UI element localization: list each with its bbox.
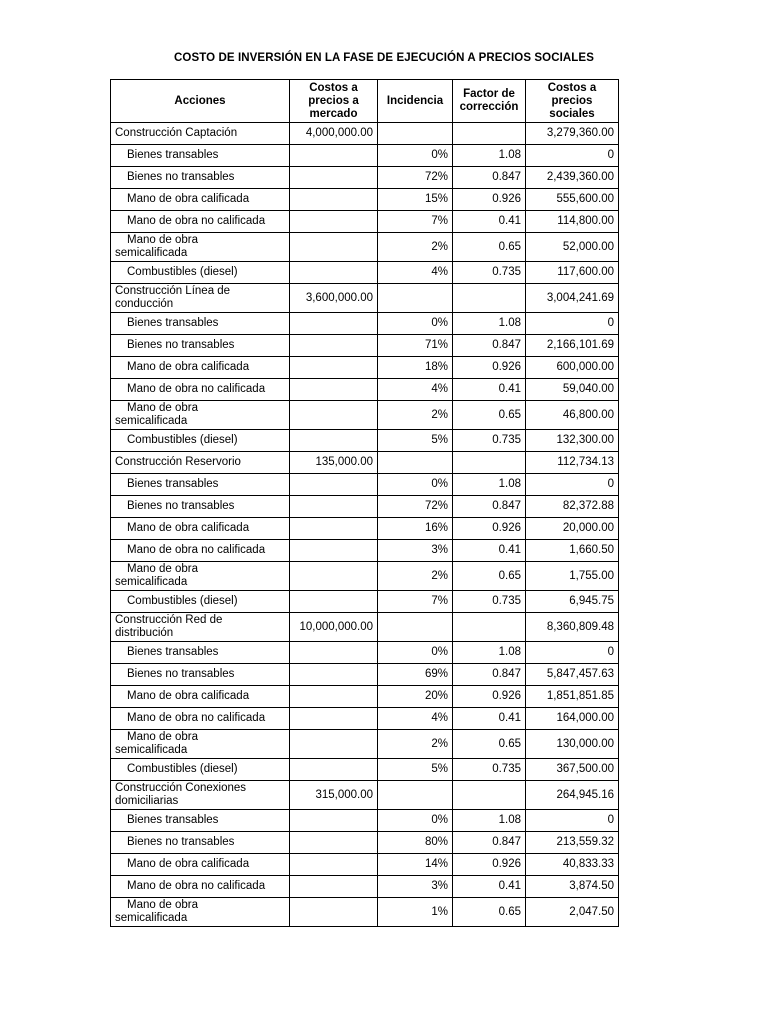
cell-costo-social: 1,660.50: [526, 540, 619, 562]
cell-incidencia: 7%: [378, 211, 453, 233]
cell-accion: [111, 540, 290, 562]
cell-accion: [111, 496, 290, 518]
document-title: COSTO DE INVERSIÓN EN LA FASE DE EJECUCIÓN A PRECIOS SOCIALES: [174, 52, 594, 64]
cell-factor: 1.08: [453, 474, 526, 496]
cell-costo-mercado: [290, 540, 378, 562]
accion-label: Combustibles (diesel): [127, 434, 238, 446]
accion-label-cont: semicalificada: [115, 576, 188, 588]
accion-label-cont: distribución: [115, 627, 174, 639]
cell-costo-mercado: [290, 591, 378, 613]
accion-label: Construcción Línea de: [115, 285, 231, 297]
accion-label: Bienes no transables: [127, 171, 235, 183]
cell-factor: [453, 123, 526, 145]
cell-incidencia: 15%: [378, 189, 453, 211]
cell-costo-mercado: 315,000.00: [290, 781, 378, 810]
cell-incidencia: 2%: [378, 562, 453, 591]
accion-label: Bienes transables: [127, 317, 219, 329]
cell-costo-mercado: [290, 379, 378, 401]
cell-factor: 0.41: [453, 540, 526, 562]
cell-costo-social: 82,372.88: [526, 496, 619, 518]
cell-factor: 0.735: [453, 430, 526, 452]
cell-costo-mercado: [290, 496, 378, 518]
cell-costo-mercado: [290, 474, 378, 496]
cell-accion: [111, 518, 290, 540]
cell-factor: 0.65: [453, 562, 526, 591]
table-body: [111, 123, 619, 927]
table-row: [111, 730, 619, 759]
cell-accion: [111, 357, 290, 379]
cell-incidencia: 18%: [378, 357, 453, 379]
section-row: [111, 284, 619, 313]
cell-factor: [453, 284, 526, 313]
cell-accion: [111, 876, 290, 898]
cost-table: [110, 79, 619, 927]
cell-accion: [111, 401, 290, 430]
table-row: [111, 145, 619, 167]
accion-label-cont: semicalificada: [115, 247, 188, 259]
accion-label-cont: semicalificada: [115, 415, 188, 427]
cell-costo-social: 20,000.00: [526, 518, 619, 540]
accion-label: Mano de obra: [127, 234, 198, 246]
cell-incidencia: 0%: [378, 145, 453, 167]
cell-costo-mercado: [290, 686, 378, 708]
table-row: [111, 401, 619, 430]
cell-accion: [111, 613, 290, 642]
cell-factor: 0.65: [453, 730, 526, 759]
cell-accion: [111, 664, 290, 686]
table-row: [111, 496, 619, 518]
cell-costo-social: 3,874.50: [526, 876, 619, 898]
accion-label-cont: semicalificada: [115, 744, 188, 756]
table-row: [111, 540, 619, 562]
cell-factor: 0.847: [453, 496, 526, 518]
cell-costo-social: 0: [526, 145, 619, 167]
accion-label: Combustibles (diesel): [127, 266, 238, 278]
cell-incidencia: [378, 613, 453, 642]
cell-accion: [111, 810, 290, 832]
cell-factor: 0.65: [453, 898, 526, 927]
cell-costo-social: 6,945.75: [526, 591, 619, 613]
cell-costo-mercado: [290, 708, 378, 730]
cell-factor: 0.65: [453, 401, 526, 430]
cell-costo-social: 112,734.13: [526, 452, 619, 474]
cell-incidencia: 0%: [378, 313, 453, 335]
cell-factor: 0.41: [453, 379, 526, 401]
header-costos-mercado: Costos a precios a mercado: [290, 80, 378, 123]
table-row: [111, 898, 619, 927]
accion-label: Mano de obra calificada: [127, 858, 250, 870]
table-row: [111, 211, 619, 233]
accion-label: Combustibles (diesel): [127, 595, 238, 607]
cell-costo-social: 2,439,360.00: [526, 167, 619, 189]
table-row: [111, 664, 619, 686]
cell-factor: 0.847: [453, 167, 526, 189]
cell-accion: [111, 189, 290, 211]
cell-costo-mercado: [290, 810, 378, 832]
cell-costo-social: 130,000.00: [526, 730, 619, 759]
cell-costo-mercado: [290, 145, 378, 167]
cell-costo-social: 0: [526, 642, 619, 664]
cell-costo-social: 555,600.00: [526, 189, 619, 211]
cell-costo-social: 264,945.16: [526, 781, 619, 810]
cell-accion: [111, 474, 290, 496]
cell-costo-mercado: 135,000.00: [290, 452, 378, 474]
cell-incidencia: 3%: [378, 876, 453, 898]
cell-incidencia: 72%: [378, 167, 453, 189]
cell-accion: [111, 211, 290, 233]
cell-costo-social: 40,833.33: [526, 854, 619, 876]
table-row: [111, 357, 619, 379]
cell-incidencia: [378, 123, 453, 145]
cell-costo-mercado: [290, 262, 378, 284]
accion-label: Mano de obra no calificada: [127, 383, 266, 395]
accion-label: Mano de obra no calificada: [127, 880, 266, 892]
cell-factor: 0.41: [453, 211, 526, 233]
cell-incidencia: 14%: [378, 854, 453, 876]
cell-costo-mercado: 4,000,000.00: [290, 123, 378, 145]
cell-factor: 0.735: [453, 591, 526, 613]
cell-costo-mercado: [290, 335, 378, 357]
cell-incidencia: 7%: [378, 591, 453, 613]
table-row: [111, 810, 619, 832]
accion-label: Mano de obra calificada: [127, 193, 250, 205]
table-row: [111, 518, 619, 540]
cell-costo-mercado: [290, 313, 378, 335]
cell-costo-social: 46,800.00: [526, 401, 619, 430]
cell-accion: [111, 123, 290, 145]
cell-accion: [111, 379, 290, 401]
accion-label: Bienes transables: [127, 149, 219, 161]
cell-accion: [111, 562, 290, 591]
table-row: [111, 591, 619, 613]
table-row: [111, 854, 619, 876]
accion-label: Mano de obra no calificada: [127, 544, 266, 556]
cell-factor: 0.926: [453, 189, 526, 211]
cell-accion: [111, 430, 290, 452]
cell-factor: 1.08: [453, 313, 526, 335]
accion-label: Construcción Conexiones: [115, 782, 247, 794]
accion-label: Bienes no transables: [127, 339, 235, 351]
table-row: [111, 430, 619, 452]
cell-costo-social: 2,047.50: [526, 898, 619, 927]
accion-label: Mano de obra calificada: [127, 522, 250, 534]
table-row: [111, 832, 619, 854]
accion-label-cont: semicalificada: [115, 912, 188, 924]
cell-costo-mercado: [290, 211, 378, 233]
cell-accion: [111, 591, 290, 613]
cell-incidencia: 2%: [378, 401, 453, 430]
accion-label: Bienes no transables: [127, 668, 235, 680]
cell-accion: [111, 686, 290, 708]
accion-label: Mano de obra: [127, 563, 198, 575]
cell-incidencia: [378, 284, 453, 313]
accion-label: Mano de obra: [127, 899, 198, 911]
cell-incidencia: 5%: [378, 759, 453, 781]
cell-factor: 0.926: [453, 518, 526, 540]
cell-accion: [111, 759, 290, 781]
cell-incidencia: 4%: [378, 262, 453, 284]
cell-factor: 0.41: [453, 708, 526, 730]
cell-factor: 1.08: [453, 642, 526, 664]
section-row: [111, 452, 619, 474]
table-row: [111, 379, 619, 401]
accion-label: Bienes transables: [127, 478, 219, 490]
header-incidencia: Incidencia: [378, 80, 453, 123]
cell-incidencia: 0%: [378, 642, 453, 664]
accion-label-cont: domiciliarias: [115, 795, 179, 807]
cell-incidencia: 3%: [378, 540, 453, 562]
cell-costo-social: 59,040.00: [526, 379, 619, 401]
cell-incidencia: 69%: [378, 664, 453, 686]
cell-factor: [453, 613, 526, 642]
cell-incidencia: 2%: [378, 730, 453, 759]
cell-accion: [111, 730, 290, 759]
cell-costo-social: 114,800.00: [526, 211, 619, 233]
cell-incidencia: 5%: [378, 430, 453, 452]
cell-incidencia: 4%: [378, 379, 453, 401]
table-row: [111, 708, 619, 730]
table-row: [111, 474, 619, 496]
cell-accion: [111, 335, 290, 357]
cell-costo-mercado: [290, 189, 378, 211]
table-row: [111, 167, 619, 189]
table-row: [111, 642, 619, 664]
cell-costo-social: 0: [526, 313, 619, 335]
cell-accion: [111, 642, 290, 664]
cell-costo-mercado: [290, 357, 378, 379]
cell-accion: [111, 313, 290, 335]
cell-accion: [111, 262, 290, 284]
cell-costo-mercado: [290, 430, 378, 452]
cell-factor: 0.926: [453, 854, 526, 876]
cell-costo-social: 8,360,809.48: [526, 613, 619, 642]
cell-factor: 0.847: [453, 832, 526, 854]
cell-factor: 0.735: [453, 759, 526, 781]
cell-factor: 0.735: [453, 262, 526, 284]
table-row: [111, 313, 619, 335]
cell-factor: 0.926: [453, 357, 526, 379]
cell-accion: [111, 145, 290, 167]
table-row: [111, 262, 619, 284]
cell-incidencia: 0%: [378, 810, 453, 832]
accion-label: Bienes transables: [127, 814, 219, 826]
cell-costo-social: 5,847,457.63: [526, 664, 619, 686]
accion-label: Mano de obra no calificada: [127, 712, 266, 724]
accion-label: Mano de obra: [127, 731, 198, 743]
header-factor: Factor de corrección: [453, 80, 526, 123]
table-row: [111, 233, 619, 262]
cell-costo-mercado: [290, 759, 378, 781]
cell-costo-social: 132,300.00: [526, 430, 619, 452]
cell-costo-social: 600,000.00: [526, 357, 619, 379]
cell-costo-social: 2,166,101.69: [526, 335, 619, 357]
accion-label: Mano de obra: [127, 402, 198, 414]
cell-accion: [111, 452, 290, 474]
cell-costo-mercado: 3,600,000.00: [290, 284, 378, 313]
table-row: [111, 335, 619, 357]
header-acciones: Acciones: [111, 80, 290, 123]
cell-factor: 0.65: [453, 233, 526, 262]
cell-incidencia: 71%: [378, 335, 453, 357]
cell-accion: [111, 167, 290, 189]
table-row: [111, 876, 619, 898]
cell-costo-mercado: [290, 642, 378, 664]
cell-costo-mercado: [290, 167, 378, 189]
cell-costo-social: 213,559.32: [526, 832, 619, 854]
cell-accion: [111, 898, 290, 927]
accion-label: Combustibles (diesel): [127, 763, 238, 775]
cell-costo-social: 1,755.00: [526, 562, 619, 591]
cell-factor: 0.847: [453, 335, 526, 357]
accion-label-cont: conducción: [115, 298, 174, 310]
cell-costo-social: 1,851,851.85: [526, 686, 619, 708]
cell-costo-social: 3,004,241.69: [526, 284, 619, 313]
cell-factor: [453, 781, 526, 810]
header-row: [111, 80, 619, 123]
cell-incidencia: 72%: [378, 496, 453, 518]
table-row: [111, 189, 619, 211]
cell-costo-social: 3,279,360.00: [526, 123, 619, 145]
cell-factor: 0.926: [453, 686, 526, 708]
cell-costo-social: 117,600.00: [526, 262, 619, 284]
accion-label: Construcción Captación: [115, 127, 238, 139]
header-costos-sociales: Costos a precios sociales: [526, 80, 619, 123]
table-row: [111, 562, 619, 591]
cell-accion: [111, 781, 290, 810]
cell-costo-mercado: [290, 876, 378, 898]
cell-costo-social: 52,000.00: [526, 233, 619, 262]
cell-factor: 0.41: [453, 876, 526, 898]
cell-accion: [111, 854, 290, 876]
cell-costo-mercado: [290, 233, 378, 262]
cell-factor: [453, 452, 526, 474]
cell-costo-social: 367,500.00: [526, 759, 619, 781]
cell-accion: [111, 832, 290, 854]
cell-costo-mercado: [290, 562, 378, 591]
cell-factor: 1.08: [453, 810, 526, 832]
section-row: [111, 781, 619, 810]
cell-costo-mercado: [290, 664, 378, 686]
accion-label: Bienes no transables: [127, 836, 235, 848]
accion-label: Construcción Red de: [115, 614, 223, 626]
section-row: [111, 123, 619, 145]
cell-accion: [111, 233, 290, 262]
accion-label: Mano de obra calificada: [127, 361, 250, 373]
cell-factor: 1.08: [453, 145, 526, 167]
cell-incidencia: 0%: [378, 474, 453, 496]
cell-accion: [111, 284, 290, 313]
cell-costo-mercado: [290, 832, 378, 854]
cell-costo-mercado: [290, 401, 378, 430]
cell-incidencia: 2%: [378, 233, 453, 262]
cell-costo-mercado: [290, 898, 378, 927]
cell-incidencia: 16%: [378, 518, 453, 540]
table-row: [111, 686, 619, 708]
cell-costo-social: 0: [526, 810, 619, 832]
accion-label: Bienes transables: [127, 646, 219, 658]
cell-accion: [111, 708, 290, 730]
cell-costo-mercado: 10,000,000.00: [290, 613, 378, 642]
cell-incidencia: 20%: [378, 686, 453, 708]
table-row: [111, 759, 619, 781]
section-row: [111, 613, 619, 642]
cell-costo-mercado: [290, 518, 378, 540]
accion-label: Mano de obra calificada: [127, 690, 250, 702]
cell-incidencia: [378, 781, 453, 810]
cell-costo-social: 0: [526, 474, 619, 496]
accion-label: Construcción Reservorio: [115, 456, 241, 468]
cell-incidencia: 4%: [378, 708, 453, 730]
accion-label: Bienes no transables: [127, 500, 235, 512]
cell-factor: 0.847: [453, 664, 526, 686]
cell-costo-mercado: [290, 854, 378, 876]
cell-costo-social: 164,000.00: [526, 708, 619, 730]
accion-label: Mano de obra no calificada: [127, 215, 266, 227]
cell-costo-mercado: [290, 730, 378, 759]
cell-incidencia: [378, 452, 453, 474]
cell-incidencia: 1%: [378, 898, 453, 927]
cell-incidencia: 80%: [378, 832, 453, 854]
